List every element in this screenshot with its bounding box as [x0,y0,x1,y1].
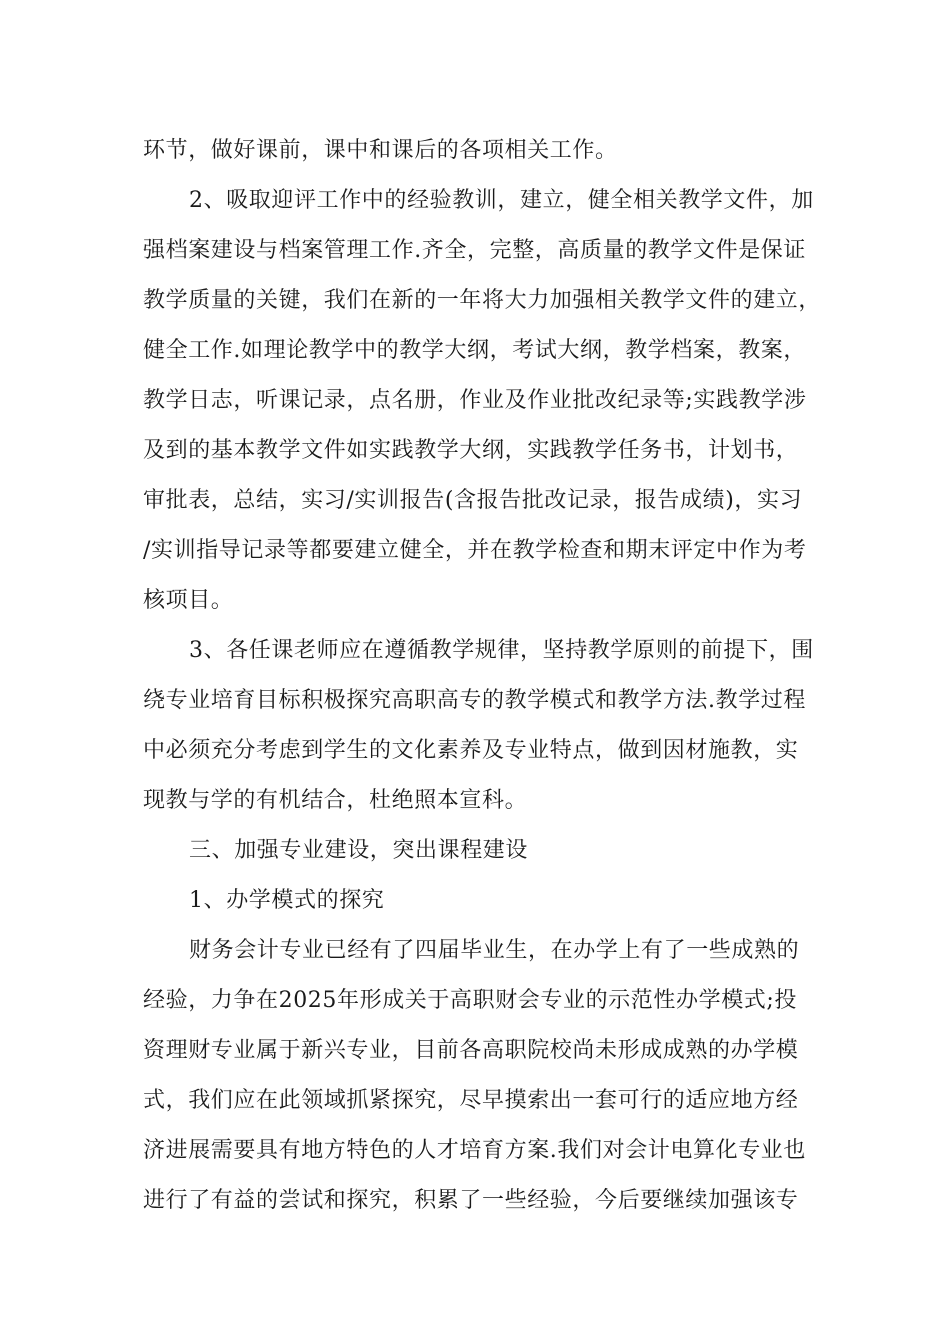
text-line: 进行了有益的尝试和探究，积累了一些经验，今后要继续加强该专 [143,1188,799,1213]
text-line: 教学质量的关键，我们在新的一年将大力加强相关教学文件的建立， [143,288,822,313]
paragraph-2-start: 2、吸取迎评工作中的经验教训，建立，健全相关教学文件，加 [189,188,814,213]
text-line: 强档案建设与档案管理工作.齐全，完整，高质量的教学文件是保证 [143,238,806,263]
text-line: 中必须充分考虑到学生的文化素养及专业特点，做到因材施教，实 [143,738,799,763]
text-line: 资理财专业属于新兴专业，目前各高职院校尚未形成成熟的办学模 [143,1038,799,1063]
text-line: 健全工作.如理论教学中的教学大纲，考试大纲，教学档案，教案， [143,338,806,363]
text-line: 式，我们应在此领域抓紧探究，尽早摸索出一套可行的适应地方经 [143,1088,799,1113]
text-line: /实训指导记录等都要建立健全，并在教学检查和期末评定中作为考 [143,538,807,563]
text-line: 经验，力争在2025年形成关于高职财会专业的示范性办学模式;投 [143,988,798,1013]
text-line: 教学日志，听课记录，点名册，作业及作业批改纪录等;实践教学涉 [143,388,807,413]
paragraph-3-start: 3、各任课老师应在遵循教学规律，坚持教学原则的前提下，围 [189,638,814,663]
section-heading: 三、加强专业建设，突出课程建设 [189,838,529,863]
text-line: 现教与学的有机结合，杜绝照本宣科。 [143,788,528,813]
text-line: 绕专业培育目标积极探究高职高专的教学模式和教学方法.教学过程 [143,688,806,713]
text-line: 核项目。 [143,588,234,613]
text-line: 审批表，总结，实习/实训报告(含报告批改记录，报告成绩)，实习 [143,488,803,513]
text-line: 及到的基本教学文件如实践教学大纲，实践教学任务书，计划书， [143,438,799,463]
text-line: 济进展需要具有地方特色的人才培育方案.我们对会计电算化专业也 [143,1138,806,1163]
subsection-heading: 1、办学模式的探究 [189,888,385,913]
text-line: 环节，做好课前，课中和课后的各项相关工作。 [143,138,618,163]
paragraph-start: 财务会计专业已经有了四届毕业生，在办学上有了一些成熟的 [189,938,800,963]
